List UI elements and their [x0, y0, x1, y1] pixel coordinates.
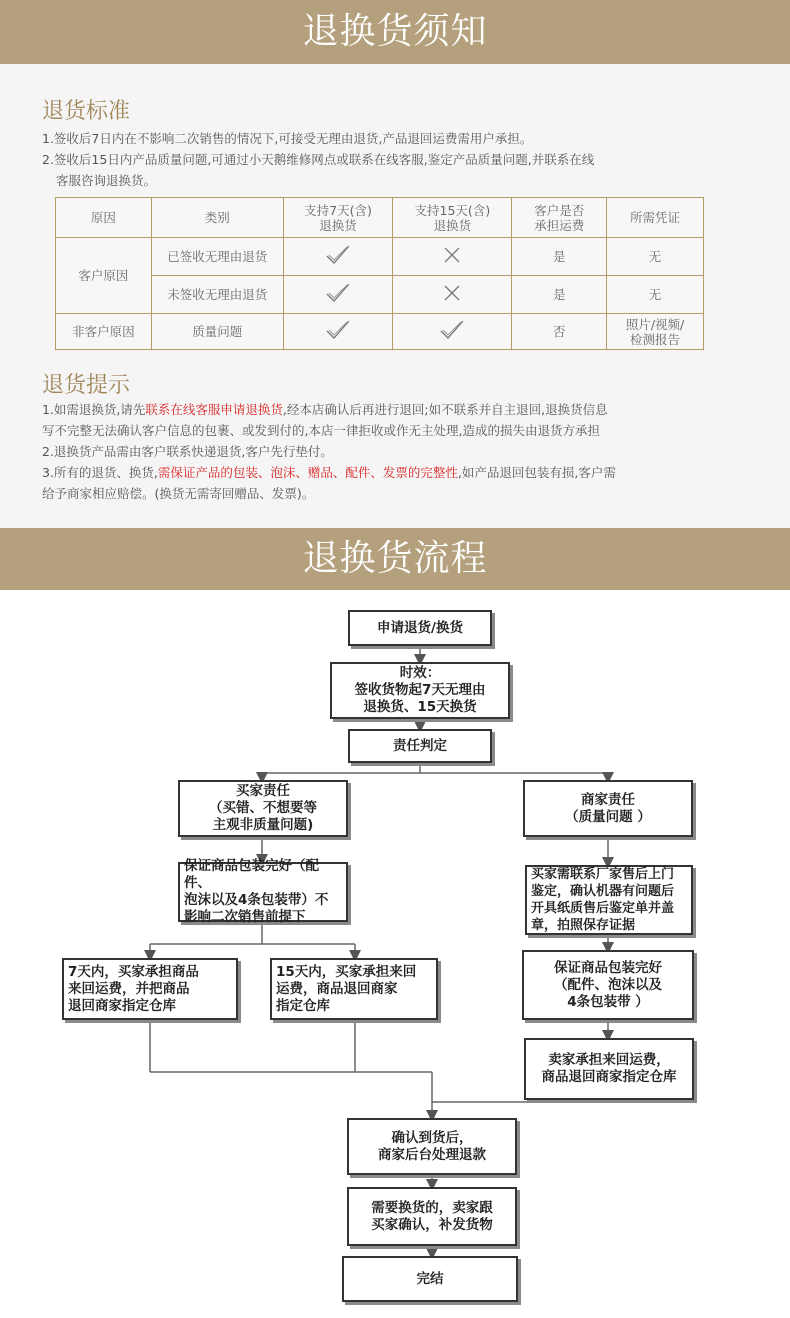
- flow-done-box: 完结: [342, 1256, 518, 1302]
- flow-judge-box: 责任判定: [348, 729, 492, 763]
- check-mark-icon: [325, 282, 351, 307]
- cell-freight: 否: [512, 314, 607, 350]
- tips-line-3: 3.所有的退货、换货,需保证产品的包装、泡沫、赠品、配件、发票的完整性,如产品退回包装有损,客户需: [42, 465, 616, 480]
- flow-buyer-responsibility-box: 买家责任 （买错、不想要等 主观非质量问题): [178, 780, 348, 837]
- table-header-row: [56, 198, 704, 238]
- standard-title: 退货标准: [42, 99, 131, 124]
- flow-apply-box: 申请退货/换货: [348, 610, 492, 646]
- check-mark-icon: [325, 319, 351, 344]
- flow-seller-responsibility-box: 商家责任 （质量问题 ）: [523, 780, 693, 837]
- cell-freight: 是: [512, 276, 607, 314]
- header-category: 类别: [151, 198, 283, 238]
- cell-7day: [283, 276, 393, 314]
- check-mark-icon: [439, 319, 465, 344]
- flow-buyer-packaging-box: 保证商品包装完好（配件、 泡沫以及4条包装带）不 影响二次销售前提下: [178, 862, 348, 922]
- flow-seller-inspection-box: 买家需联系厂家售后上门 鉴定，确认机器有问题后 开具纸质售后鉴定单并盖 章，拍照保存证据: [525, 865, 693, 935]
- notice-banner: 退换货须知: [0, 0, 790, 64]
- table-row: [56, 276, 704, 314]
- cell-15day: [393, 238, 512, 276]
- cell-reason: 非客户原因: [56, 314, 152, 350]
- tips-line-1: 1.如需退换货,请先联系在线客服申请退换货,经本店确认后再进行退回;如不联系并自主退回,退换货信息: [42, 402, 608, 417]
- table-row: [56, 238, 704, 276]
- table-row: [56, 314, 704, 350]
- check-mark-icon: [325, 244, 351, 269]
- cell-proof: 无: [607, 238, 704, 276]
- process-flowchart: [0, 590, 790, 1318]
- cell-15day: [393, 314, 512, 350]
- cell-proof: 无: [607, 276, 704, 314]
- header-reason: 原因: [56, 198, 152, 238]
- flow-timeliness-box: 时效： 签收货物起7天无理由 退换货、15天换货: [330, 662, 510, 719]
- flow-seller-freight-box: 卖家承担来回运费， 商品退回商家指定仓库: [524, 1038, 694, 1100]
- tips-line-3b: 给予商家相应赔偿。(换货无需寄回赠品、发票)。: [42, 486, 315, 501]
- cell-category: 质量问题: [151, 314, 283, 350]
- cross-mark-icon: [442, 283, 462, 306]
- cell-category: 已签收无理由退货: [151, 238, 283, 276]
- standard-line-2b: 客服咨询退换货。: [56, 173, 157, 188]
- flow-7day-box: 7天内，买家承担商品 来回运费，并把商品 退回商家指定仓库: [62, 958, 238, 1020]
- header-15day: 支持15天(含) 退换货: [393, 198, 512, 238]
- header-7day: 支持7天(含) 退换货: [283, 198, 393, 238]
- header-freight: 客户是否 承担运费: [512, 198, 607, 238]
- tips-line-1b: 写不完整无法确认客户信息的包裹、或发到付的,本店一律拒收或作无主处理,造成的损失由退货方承担: [42, 423, 600, 438]
- cell-15day: [393, 276, 512, 314]
- standard-line-2: 2.签收后15日内产品质量问题,可通过小天鹅维修网点或联系在线客服,鉴定产品质量问题,并联系在线: [42, 152, 595, 167]
- cell-7day: [283, 314, 393, 350]
- cell-category: 未签收无理由退货: [151, 276, 283, 314]
- header-proof: 所需凭证: [607, 198, 704, 238]
- cross-mark-icon: [442, 245, 462, 268]
- cell-proof: 照片/视频/ 检测报告: [607, 314, 704, 350]
- return-standard-table: [55, 197, 704, 350]
- flow-seller-packaging-box: 保证商品包装完好 （配件、泡沫以及 4条包装带 ）: [522, 950, 694, 1020]
- cell-freight: 是: [512, 238, 607, 276]
- tips-title: 退货提示: [42, 373, 131, 398]
- tips-line-2: 2.退换货产品需由客户联系快递退货,客户先行垫付。: [42, 444, 333, 459]
- flow-refund-box: 确认到货后， 商家后台处理退款: [347, 1118, 517, 1175]
- cell-7day: [283, 238, 393, 276]
- cell-reason: 客户原因: [56, 238, 152, 314]
- process-banner: 退换货流程: [0, 528, 790, 590]
- standard-line-1: 1.签收后7日内在不影响二次销售的情况下,可接受无理由退货,产品退回运费需用户承担。: [42, 131, 533, 146]
- flow-15day-box: 15天内，买家承担来回 运费，商品退回商家 指定仓库: [270, 958, 438, 1020]
- flow-exchange-box: 需要换货的，卖家跟 买家确认，补发货物: [347, 1187, 517, 1246]
